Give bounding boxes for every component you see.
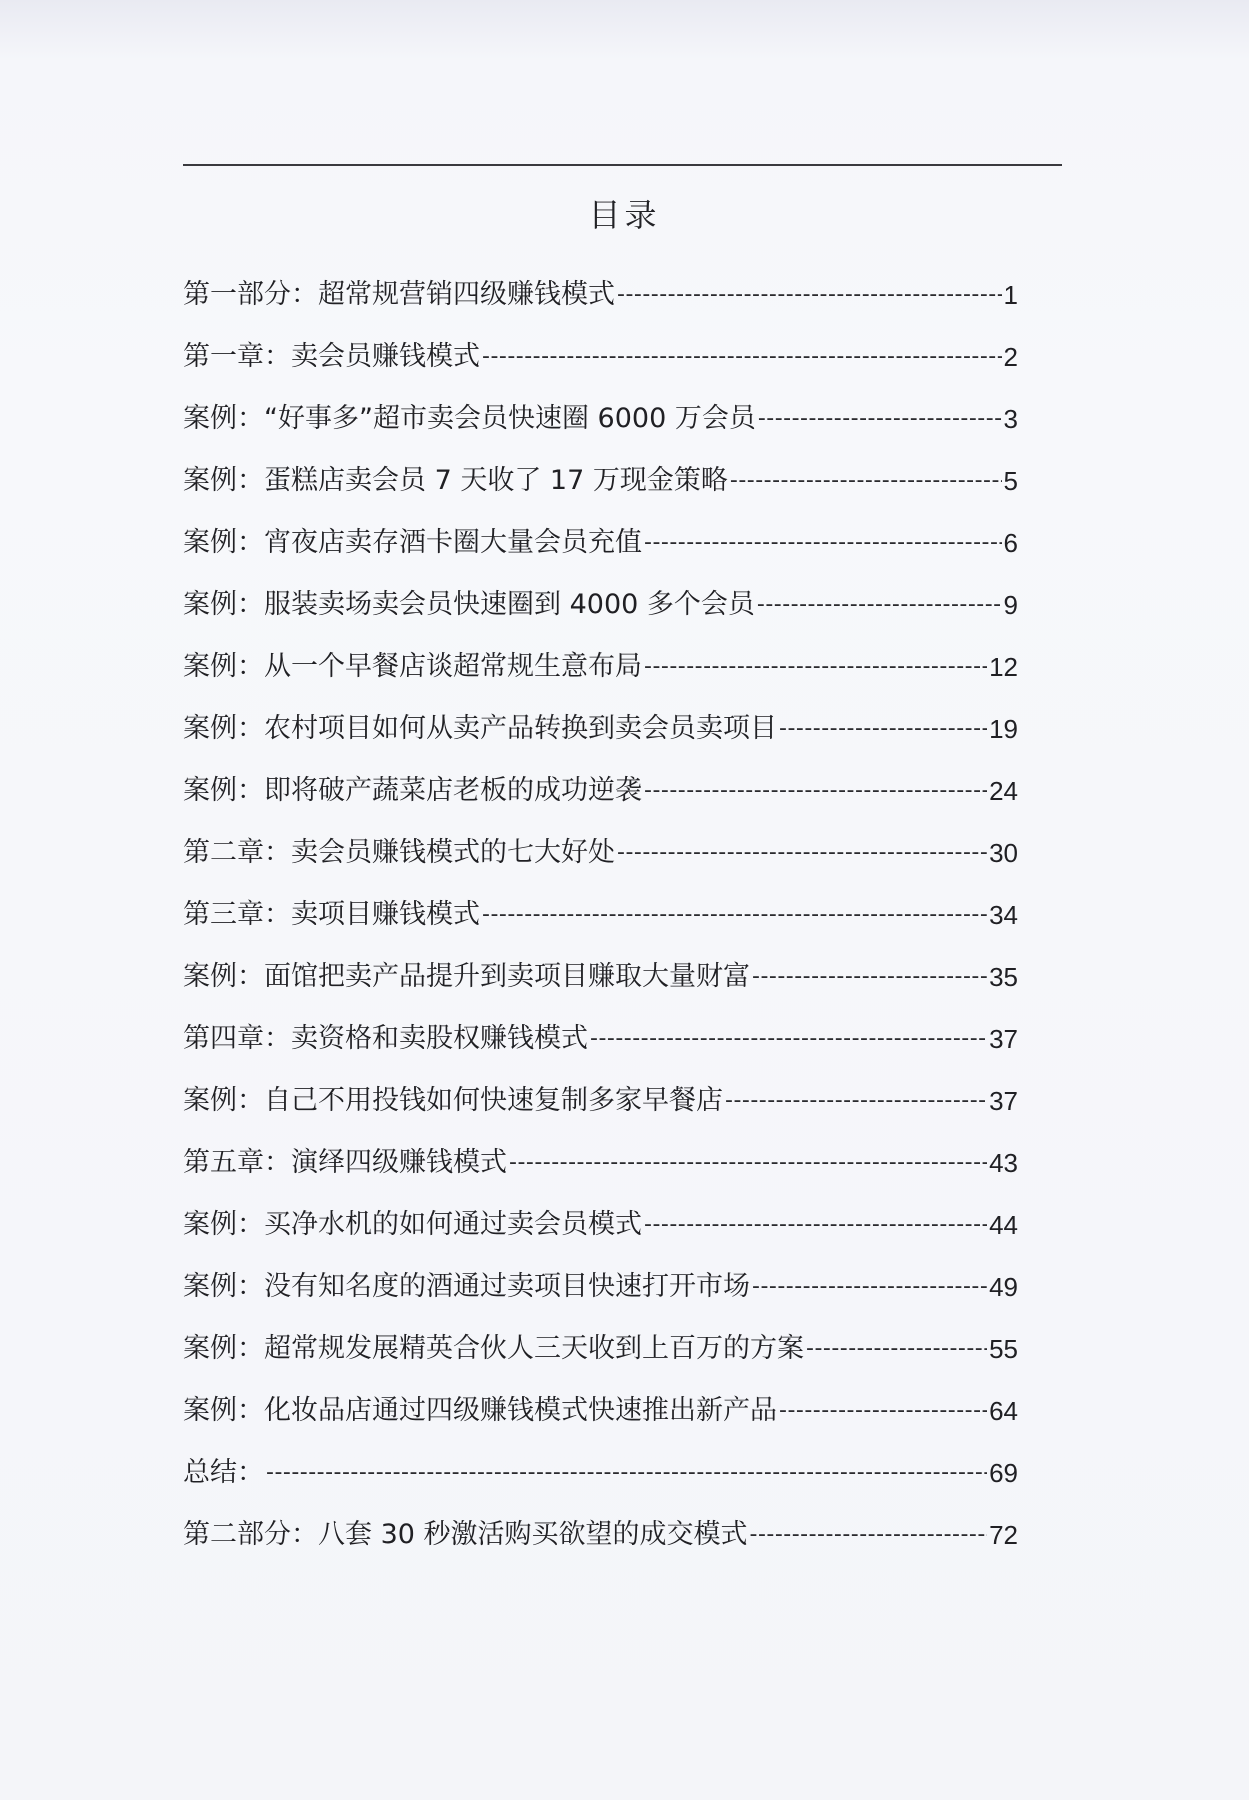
toc-entry-title: 第四章：卖资格和卖股权赚钱模式 [183, 1023, 588, 1054]
toc-entry-page-number: 37 [989, 1086, 1018, 1116]
toc-entry-page-number: 34 [989, 900, 1018, 930]
dot-leader [266, 1453, 987, 1493]
table-of-contents [183, 253, 1018, 1555]
toc-entry [183, 1121, 1018, 1183]
toc-entry-title: 第一部分：超常规营销四级赚钱模式 [183, 279, 615, 310]
toc-entry [183, 501, 1018, 563]
toc-entry-title: 案例：面馆把卖产品提升到卖项目赚取大量财富 [183, 961, 750, 992]
dot-leader [779, 1391, 987, 1431]
toc-entry-title: 第五章：演绎四级赚钱模式 [183, 1147, 507, 1178]
toc-title: 目录 [588, 196, 661, 234]
toc-entry-title: 案例：即将破产蔬菜店老板的成功逆袭 [183, 775, 642, 806]
header-rule [183, 164, 1062, 166]
dot-leader [752, 957, 987, 997]
toc-entry [183, 935, 1018, 997]
toc-entry-title: 第二章：卖会员赚钱模式的七大好处 [183, 837, 615, 868]
toc-entry [183, 1369, 1018, 1431]
toc-entry-title: 总结： [183, 1457, 264, 1488]
dot-leader [758, 399, 1002, 439]
toc-entry-title: 案例：买净水机的如何通过卖会员模式 [183, 1209, 642, 1240]
toc-entry-page-number: 6 [1003, 528, 1018, 558]
toc-entry-title: 案例：宵夜店卖存酒卡圈大量会员充值 [183, 527, 642, 558]
toc-entry-page-number: 55 [989, 1334, 1018, 1364]
toc-entry-title: 案例：农村项目如何从卖产品转换到卖会员卖项目 [183, 713, 777, 744]
toc-entry-title: 案例：服装卖场卖会员快速圈到 4000 多个会员 [183, 589, 755, 620]
dot-leader [590, 1019, 987, 1059]
toc-entry-page-number: 35 [989, 962, 1018, 992]
toc-entry-page-number: 12 [989, 652, 1018, 682]
toc-entry-page-number: 30 [989, 838, 1018, 868]
toc-entry-page-number: 43 [989, 1148, 1018, 1178]
toc-entry-title: 案例：没有知名度的酒通过卖项目快速打开市场 [183, 1271, 750, 1302]
toc-entry [183, 873, 1018, 935]
toc-entry [183, 377, 1018, 439]
toc-entry [183, 997, 1018, 1059]
toc-entry-page-number: 3 [1003, 404, 1018, 434]
toc-entry [183, 439, 1018, 501]
toc-entry-page-number: 44 [989, 1210, 1018, 1240]
dot-leader [617, 833, 987, 873]
toc-entry [183, 1183, 1018, 1245]
toc-entry-title: 案例：蛋糕店卖会员 7 天收了 17 万现金策略 [183, 465, 728, 496]
toc-entry-page-number: 5 [1003, 466, 1018, 496]
dot-leader [482, 337, 1002, 377]
toc-entry-page-number: 2 [1003, 342, 1018, 372]
toc-entry [183, 1431, 1018, 1493]
toc-entry [183, 315, 1018, 377]
toc-entry [183, 687, 1018, 749]
dot-leader [750, 1515, 988, 1555]
dot-leader [644, 647, 987, 687]
toc-entry [183, 1493, 1018, 1555]
dot-leader [752, 1267, 987, 1307]
toc-entry [183, 625, 1018, 687]
toc-entry [183, 1059, 1018, 1121]
dot-leader [730, 461, 1002, 501]
toc-entry-title: 案例：自己不用投钱如何快速复制多家早餐店 [183, 1085, 723, 1116]
toc-entry-title: 第二部分：八套 30 秒激活购买欲望的成交模式 [183, 1519, 748, 1550]
toc-entry-page-number: 9 [1003, 590, 1018, 620]
dot-leader [644, 523, 1002, 563]
toc-entry [183, 749, 1018, 811]
dot-leader [644, 771, 987, 811]
dot-leader [482, 895, 987, 935]
toc-entry [183, 1245, 1018, 1307]
dot-leader [617, 275, 1002, 315]
toc-entry-title: 第一章：卖会员赚钱模式 [183, 341, 480, 372]
dot-leader [644, 1205, 987, 1245]
toc-entry-title: 案例：“好事多”超市卖会员快速圈 6000 万会员 [183, 403, 756, 434]
toc-entry-title: 案例：超常规发展精英合伙人三天收到上百万的方案 [183, 1333, 804, 1364]
dot-leader [509, 1143, 987, 1183]
dot-leader [757, 585, 1002, 625]
toc-entry-title: 第三章：卖项目赚钱模式 [183, 899, 480, 930]
dot-leader [779, 709, 987, 749]
dot-leader [725, 1081, 987, 1121]
toc-entry-page-number: 19 [989, 714, 1018, 744]
toc-entry [183, 1307, 1018, 1369]
toc-entry-page-number: 24 [989, 776, 1018, 806]
toc-entry-page-number: 37 [989, 1024, 1018, 1054]
toc-entry [183, 563, 1018, 625]
toc-entry-page-number: 49 [989, 1272, 1018, 1302]
toc-entry-page-number: 69 [989, 1458, 1018, 1488]
toc-entry-page-number: 1 [1003, 280, 1018, 310]
toc-entry [183, 811, 1018, 873]
toc-entry-title: 案例：化妆品店通过四级赚钱模式快速推出新产品 [183, 1395, 777, 1426]
toc-entry-page-number: 64 [989, 1396, 1018, 1426]
toc-entry-page-number: 72 [989, 1520, 1018, 1550]
toc-entry [183, 253, 1018, 315]
toc-entry-title: 案例：从一个早餐店谈超常规生意布局 [183, 651, 642, 682]
dot-leader [806, 1329, 987, 1369]
